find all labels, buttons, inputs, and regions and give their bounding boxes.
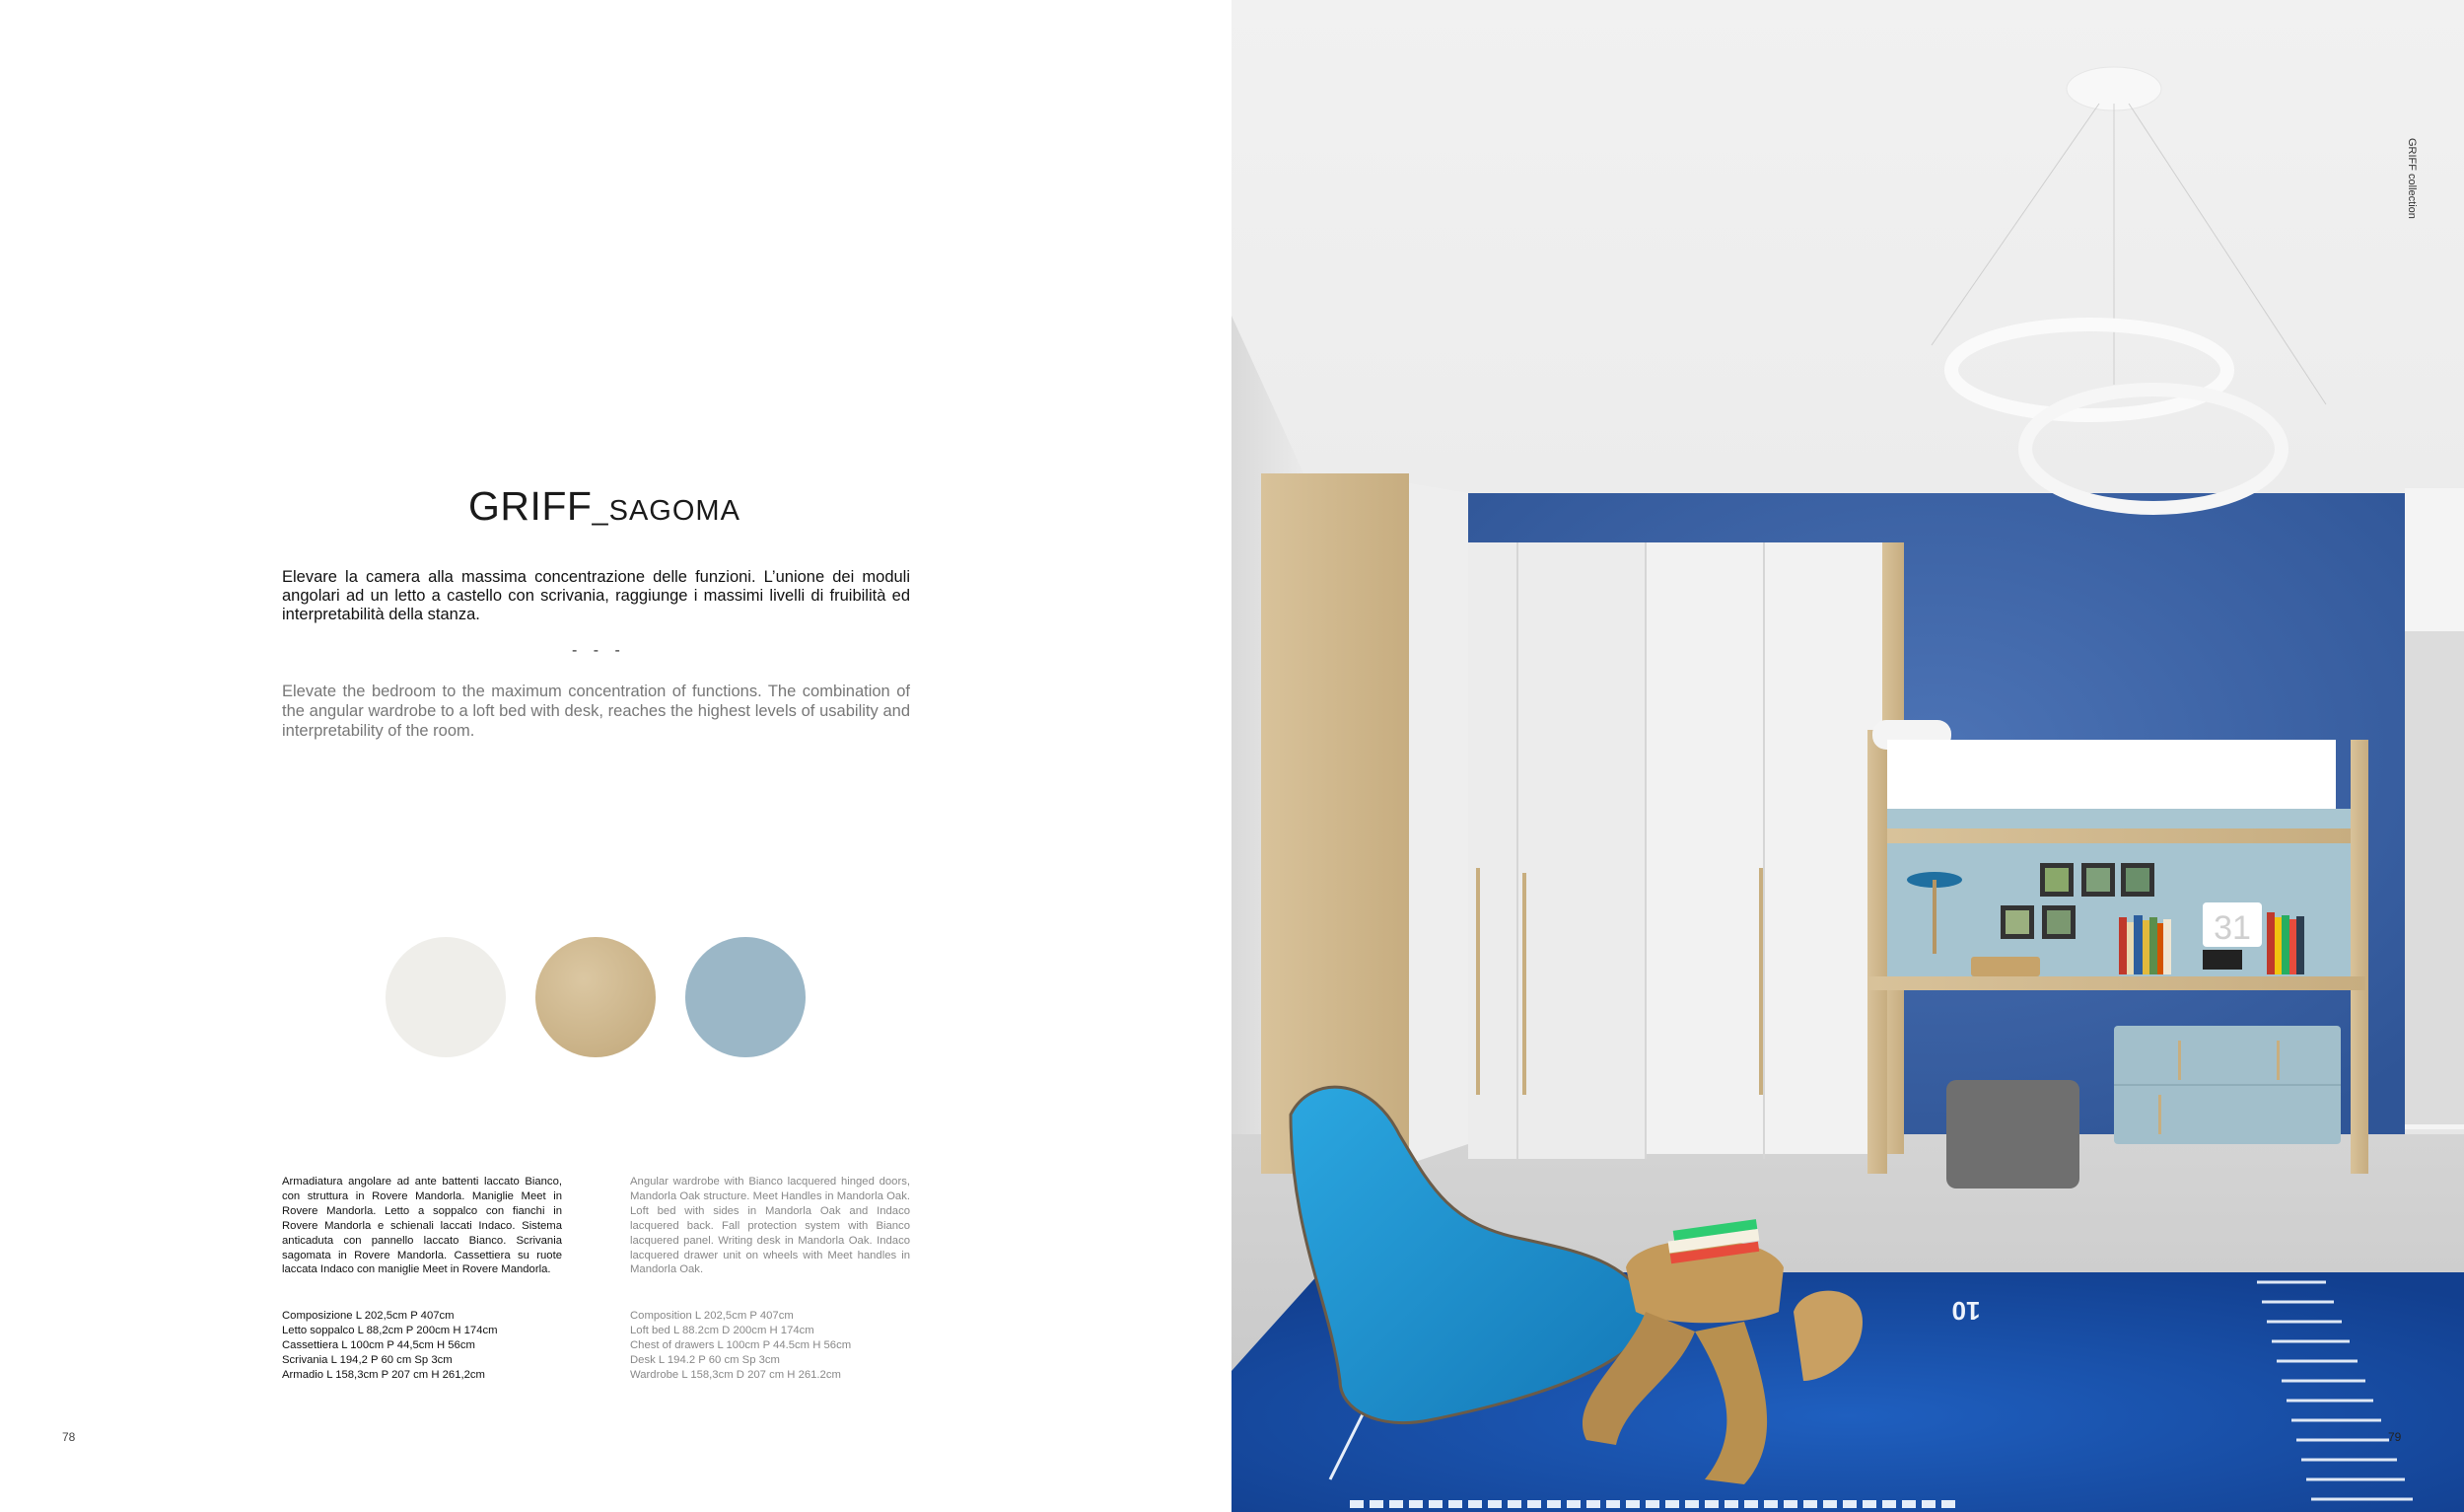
rug-number: 10	[1951, 1296, 1981, 1326]
spec-italian: Armadiatura angolare ad ante battenti laccato Bianco, con struttura in Rovere Mandorla. Maniglie Meet in Rovere Mandorla. Letto a soppalco con fianchi in Rovere Mandorla e schienali laccati Indaco. Sistema anticaduta con pannello laccato Bianco. Scrivania sagomata in Rovere Mandorla. Cassettiera su ruote laccata Indaco con maniglie Meet in Rovere Mandorla.	[282, 1176, 562, 1276]
dimensions-italian	[282, 1309, 498, 1383]
page-number-right: 79	[2388, 1430, 2402, 1444]
intro-english: Elevate the bedroom to the maximum concentration of functions. The combination of the angular wardrobe to a loft bed with desk, reaches the highest levels of usability and interpretability of the room.	[282, 683, 910, 740]
dim-line: Scrivania L 194,2 P 60 cm Sp 3cm	[282, 1353, 453, 1366]
dim-line: Composition L 202,5cm P 407cm	[630, 1310, 794, 1322]
page-number-left: 78	[62, 1430, 76, 1444]
swatch-bianco	[386, 937, 506, 1057]
page-title	[468, 483, 740, 530]
dim-line: Armadio L 158,3cm P 207 cm H 261,2cm	[282, 1368, 485, 1381]
bedroom-illustration	[1232, 0, 2464, 1512]
separator: - - -	[572, 642, 626, 659]
dim-line: Letto soppalco L 88,2cm P 200cm H 174cm	[282, 1324, 498, 1336]
dim-line: Composizione L 202,5cm P 407cm	[282, 1310, 455, 1322]
clock-day: 31	[2214, 909, 2251, 947]
spec-english: Angular wardrobe with Bianco lacquered hinged doors, Mandorla Oak structure. Meet Handles in Mandorla Oak. Loft bed with sides in Mandorla Oak and Indaco lacquered back. Fall protection system with Bianco lacquered panel. Writing desk in Mandorla Oak. Indaco lacquered drawer unit on wheels with Meet handles in Mandorla Oak.	[630, 1176, 910, 1276]
dim-line: Loft bed L 88.2cm D 200cm H 174cm	[630, 1324, 814, 1336]
dimensions-english	[630, 1309, 851, 1383]
swatch-indaco	[685, 937, 806, 1057]
collection-label: GRIFF collection	[2406, 138, 2418, 219]
title-main: GRIFF	[468, 483, 593, 529]
intro-italian: Elevare la camera alla massima concentrazione delle funzioni. L’unione dei moduli angolari ad un letto a castello con scrivania, raggiunge i massimi livelli di fruibilità ed interpretabilità della stanza.	[282, 568, 910, 623]
room-photo	[1232, 0, 2464, 1512]
swatch-rovere-mandorla	[535, 937, 656, 1057]
dim-line: Desk L 194.2 P 60 cm Sp 3cm	[630, 1353, 780, 1366]
dim-line: Chest of drawers L 100cm P 44.5cm H 56cm	[630, 1338, 852, 1351]
title-sub: _SAGOMA	[592, 495, 740, 527]
dim-line: Cassettiera L 100cm P 44,5cm H 56cm	[282, 1338, 475, 1351]
dim-line: Wardrobe L 158,3cm D 207 cm H 261.2cm	[630, 1368, 841, 1381]
